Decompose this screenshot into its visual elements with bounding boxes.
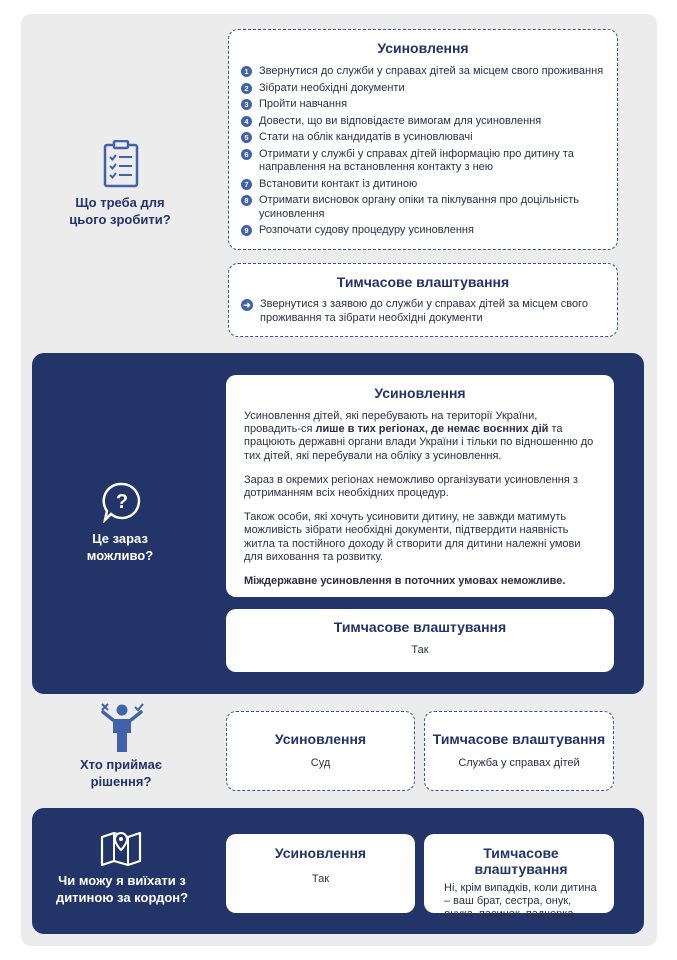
adoption-paragraph-2: Зараз в окремих регіонах неможливо організувати усиновлення з дотриманням всіх необхідних процедур. bbox=[244, 473, 578, 500]
step-text: Отримати висновок органу опіки та піклування про доцільність усиновлення bbox=[259, 194, 580, 220]
section1-adoption-title: Усиновлення bbox=[377, 40, 469, 56]
section3-adoption-text: Суд bbox=[310, 757, 331, 769]
step-text: Отримати у службі у справах дітей інформацію про дитину та направлення на встановлення контакту з нею bbox=[259, 147, 574, 173]
section2-question: Це зараз можливо? bbox=[86, 531, 154, 563]
section3-temporary-card bbox=[424, 711, 614, 791]
section4-temporary-text: Ні, крім випадків, коли дитина – ваш брат, сестра, онук, онука, пасинок, падчерка bbox=[444, 882, 597, 920]
section4-adoption-text: Так bbox=[311, 873, 330, 885]
adoption-step-item bbox=[241, 131, 605, 145]
adoption-step-item bbox=[241, 98, 605, 112]
step-number-badge: 9 bbox=[241, 225, 252, 236]
question-bubble-icon bbox=[101, 481, 143, 523]
person-decision-icon bbox=[100, 703, 144, 753]
section1-temporary-title: Тимчасове влаштування bbox=[336, 274, 510, 290]
section4-temporary-title: Тимчасове влаштування bbox=[474, 845, 568, 877]
map-pin-icon bbox=[100, 829, 142, 867]
arrow-right-icon: ➜ bbox=[241, 299, 253, 311]
section2-adoption-title: Усиновлення bbox=[374, 385, 466, 401]
step-text: Пройти навчання bbox=[259, 98, 348, 110]
step-number-badge: 5 bbox=[241, 132, 252, 143]
section3-adoption-card bbox=[226, 711, 415, 791]
adoption-step-item bbox=[241, 178, 605, 192]
step-text: Встановити контакт із дитиною bbox=[259, 177, 418, 190]
step-number-badge: 8 bbox=[241, 195, 252, 206]
step-text: Звернутися до служби у справах дітей за місцем свого проживання bbox=[259, 65, 604, 77]
step-number-badge: 1 bbox=[241, 66, 252, 77]
adoption-paragraph-4: Міждержавне усиновлення в поточних умовах неможливе. bbox=[244, 575, 566, 588]
step-text: Зібрати необхідні документи bbox=[259, 81, 405, 94]
step-number-badge: 6 bbox=[241, 149, 252, 160]
temporary-step-item bbox=[241, 298, 605, 325]
adoption-paragraph-3: Також особи, які хочуть усиновити дитину, не завжди матимуть можливість зібрати необхідні документи, підтвердити наявність житла та постійного доходу й створити для дитини належні умови для виховання та розвитку. bbox=[244, 511, 581, 563]
section2-adoption-card bbox=[226, 375, 614, 597]
section1-question: Що треба для цього зробити? bbox=[69, 195, 171, 227]
section4-temporary-card bbox=[424, 834, 614, 920]
adoption-step-item bbox=[241, 148, 605, 175]
adoption-paragraph-1: Усиновлення дітей, які перебувають на території України, провадить-ся лише в тих регіонах, де немає воєнних дій та працюють державні органи влади України і тільки по відношенню до тих дітей, які перебували на обліку з усиновлення. bbox=[244, 410, 594, 462]
section3-temporary-text: Служба у справах дітей bbox=[458, 757, 580, 769]
section3-question: Хто приймає рішення? bbox=[79, 757, 163, 789]
section3-temporary-title: Тимчасове влаштування bbox=[432, 731, 606, 747]
section3-adoption-title: Усиновлення bbox=[274, 731, 367, 747]
step-text: Довести, що ви відповідаєте вимогам для усиновлення bbox=[259, 114, 542, 127]
adoption-step-item bbox=[241, 65, 605, 79]
section1-temporary-card bbox=[228, 263, 618, 337]
section2-temporary-card bbox=[226, 609, 614, 672]
adoption-step-item bbox=[241, 82, 605, 96]
temporary-step-text: Звернутися з заявою до служби у справах дітей за місцем свого проживання та зібрати необхідні документи bbox=[260, 298, 588, 324]
step-number-badge: 3 bbox=[241, 99, 252, 110]
svg-text:?: ? bbox=[115, 491, 129, 513]
step-number-badge: 2 bbox=[241, 83, 252, 94]
section1-adoption-card bbox=[228, 29, 618, 250]
clipboard-checklist-icon bbox=[103, 140, 139, 188]
section4-question: Чи можу я виїхати з дитиною за кордон? bbox=[55, 873, 189, 905]
adoption-step-item bbox=[241, 115, 605, 129]
step-text: Розпочати судову процедуру усиновлення bbox=[259, 224, 474, 236]
section2-temporary-title: Тимчасове влаштування bbox=[333, 619, 507, 635]
adoption-step-item bbox=[241, 224, 605, 238]
step-text: Стати на облік кандидатів в усиновлювачі bbox=[259, 131, 473, 143]
adoption-step-item bbox=[241, 194, 605, 221]
section2-temporary-text: Так bbox=[411, 644, 429, 656]
step-number-badge: 4 bbox=[241, 116, 252, 127]
step-number-badge: 7 bbox=[241, 179, 252, 190]
section4-adoption-card bbox=[226, 834, 415, 913]
adoption-steps-list bbox=[241, 65, 605, 238]
section4-adoption-title: Усиновлення bbox=[274, 845, 367, 861]
